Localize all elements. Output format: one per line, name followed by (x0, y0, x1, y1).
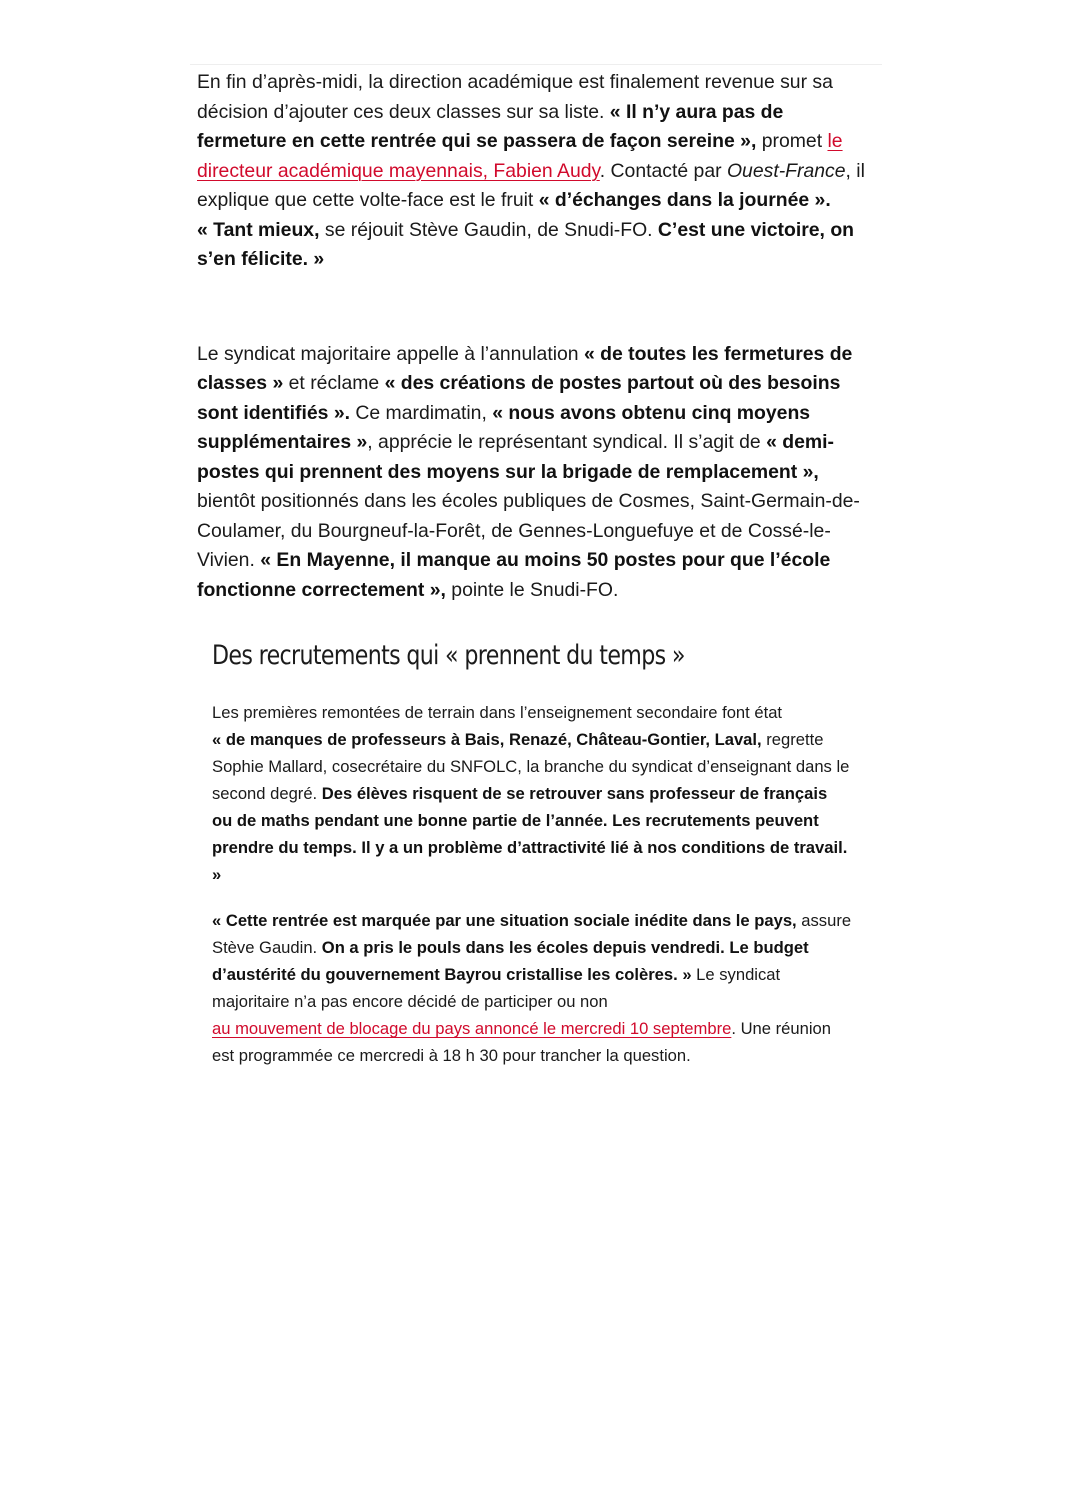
quote-bold: « d’échanges dans la journée ». (538, 189, 831, 211)
text-span: , il explique que cette volte-face est le fruit (197, 159, 865, 211)
text-span: , apprécie le représentant syndical. Il s’agit de (367, 431, 767, 453)
blockade-movement-link[interactable]: au mouvement de blocage du pays annoncé le mercredi 10 septembre (212, 1019, 732, 1038)
quote-bold: « des créations de postes partout où des besoins sont identifiés ». (197, 372, 841, 424)
text-span: . Contacté par (599, 159, 727, 182)
quote-bold: On a pris le pouls dans les écoles depuis vendredi. Le budget d’austérité du gouvernement Bayrou cristallise les colères. » (212, 938, 809, 984)
text-span: . Une réunion est programmée ce mercredi à 18 h 30 pour trancher la question. (212, 1019, 831, 1065)
quote-bold: « demi-postes qui prennent des moyens sur la brigade de remplacement », (197, 431, 834, 483)
quote-bold: « Cette rentrée est marquée par une situation sociale inédite dans le pays, (212, 911, 797, 930)
text-span: regrette Sophie Mallard, cosecrétaire du SNFOLC, la branche du syndicat d’enseignant dans le second degré. (212, 730, 850, 803)
quote-bold: « Il n’y aura pas de fermeture en cette rentrée qui se passera de façon sereine », (197, 100, 784, 152)
paragraph-1 (197, 68, 877, 275)
text-span: se réjouit Stève Gaudin, de Snudi-FO. (319, 218, 658, 241)
section-heading: Des recrutements qui « prennent du temps » (212, 640, 685, 671)
text-span: Le syndicat majoritaire appelle à l’annulation (197, 342, 584, 365)
text-span: En fin d’après-midi, la direction académique est finalement revenue sur sa décision d’ajouter ces deux classes sur sa liste. (197, 71, 833, 123)
quote-bold: « En Mayenne, il manque au moins 50 postes pour que l’école fonctionne correctement », (197, 549, 831, 601)
text-span: Le syndicat majoritaire n’a pas encore décidé de participer ou non (212, 965, 781, 1011)
text-span: Les premières remontées de terrain dans l’enseignement secondaire font état (212, 703, 783, 722)
paragraph-3 (212, 699, 852, 888)
text-span: bientôt positionnés dans les écoles publiques de Cosmes, Saint-Germain-de-Coulamer, du Bourgneuf-la-Forêt, de Gennes-Longuefuye et de Cossé-le-Vivien. (197, 490, 860, 571)
text-span: promet (756, 130, 828, 152)
quote-bold: « de manques de professeurs à Bais, Renazé, Château-Gontier, Laval, (212, 730, 762, 749)
top-divider (190, 64, 882, 65)
paragraph-2 (197, 340, 877, 606)
text-span: assure Stève Gaudin. (212, 911, 852, 957)
director-link[interactable]: le directeur académique mayennais, Fabien Audy (197, 130, 843, 182)
text-span: Ce mardimatin, (350, 401, 493, 424)
text-span: et réclame (283, 372, 385, 394)
quote-bold: C’est une victoire, on s’en félicite. » (197, 218, 855, 270)
quote-bold: Des élèves risquent de se retrouver sans professeur de français ou de maths pendant une bonne partie de l’année. Les recrutements peuvent prendre du temps. Il y a un problème d’attractivité lié à nos conditions de travail. » (212, 784, 848, 884)
newspaper-name: Ouest-France (726, 159, 846, 182)
article-body-top (197, 68, 877, 605)
quote-bold: « de toutes les fermetures de classes » (197, 342, 853, 394)
article-body-bottom (212, 699, 852, 1069)
paragraph-4 (212, 907, 852, 1069)
text-span: pointe le Snudi-FO. (445, 578, 619, 601)
quote-bold: « nous avons obtenu cinq moyens supplémentaires » (197, 401, 811, 453)
quote-bold: « Tant mieux, (197, 218, 320, 241)
